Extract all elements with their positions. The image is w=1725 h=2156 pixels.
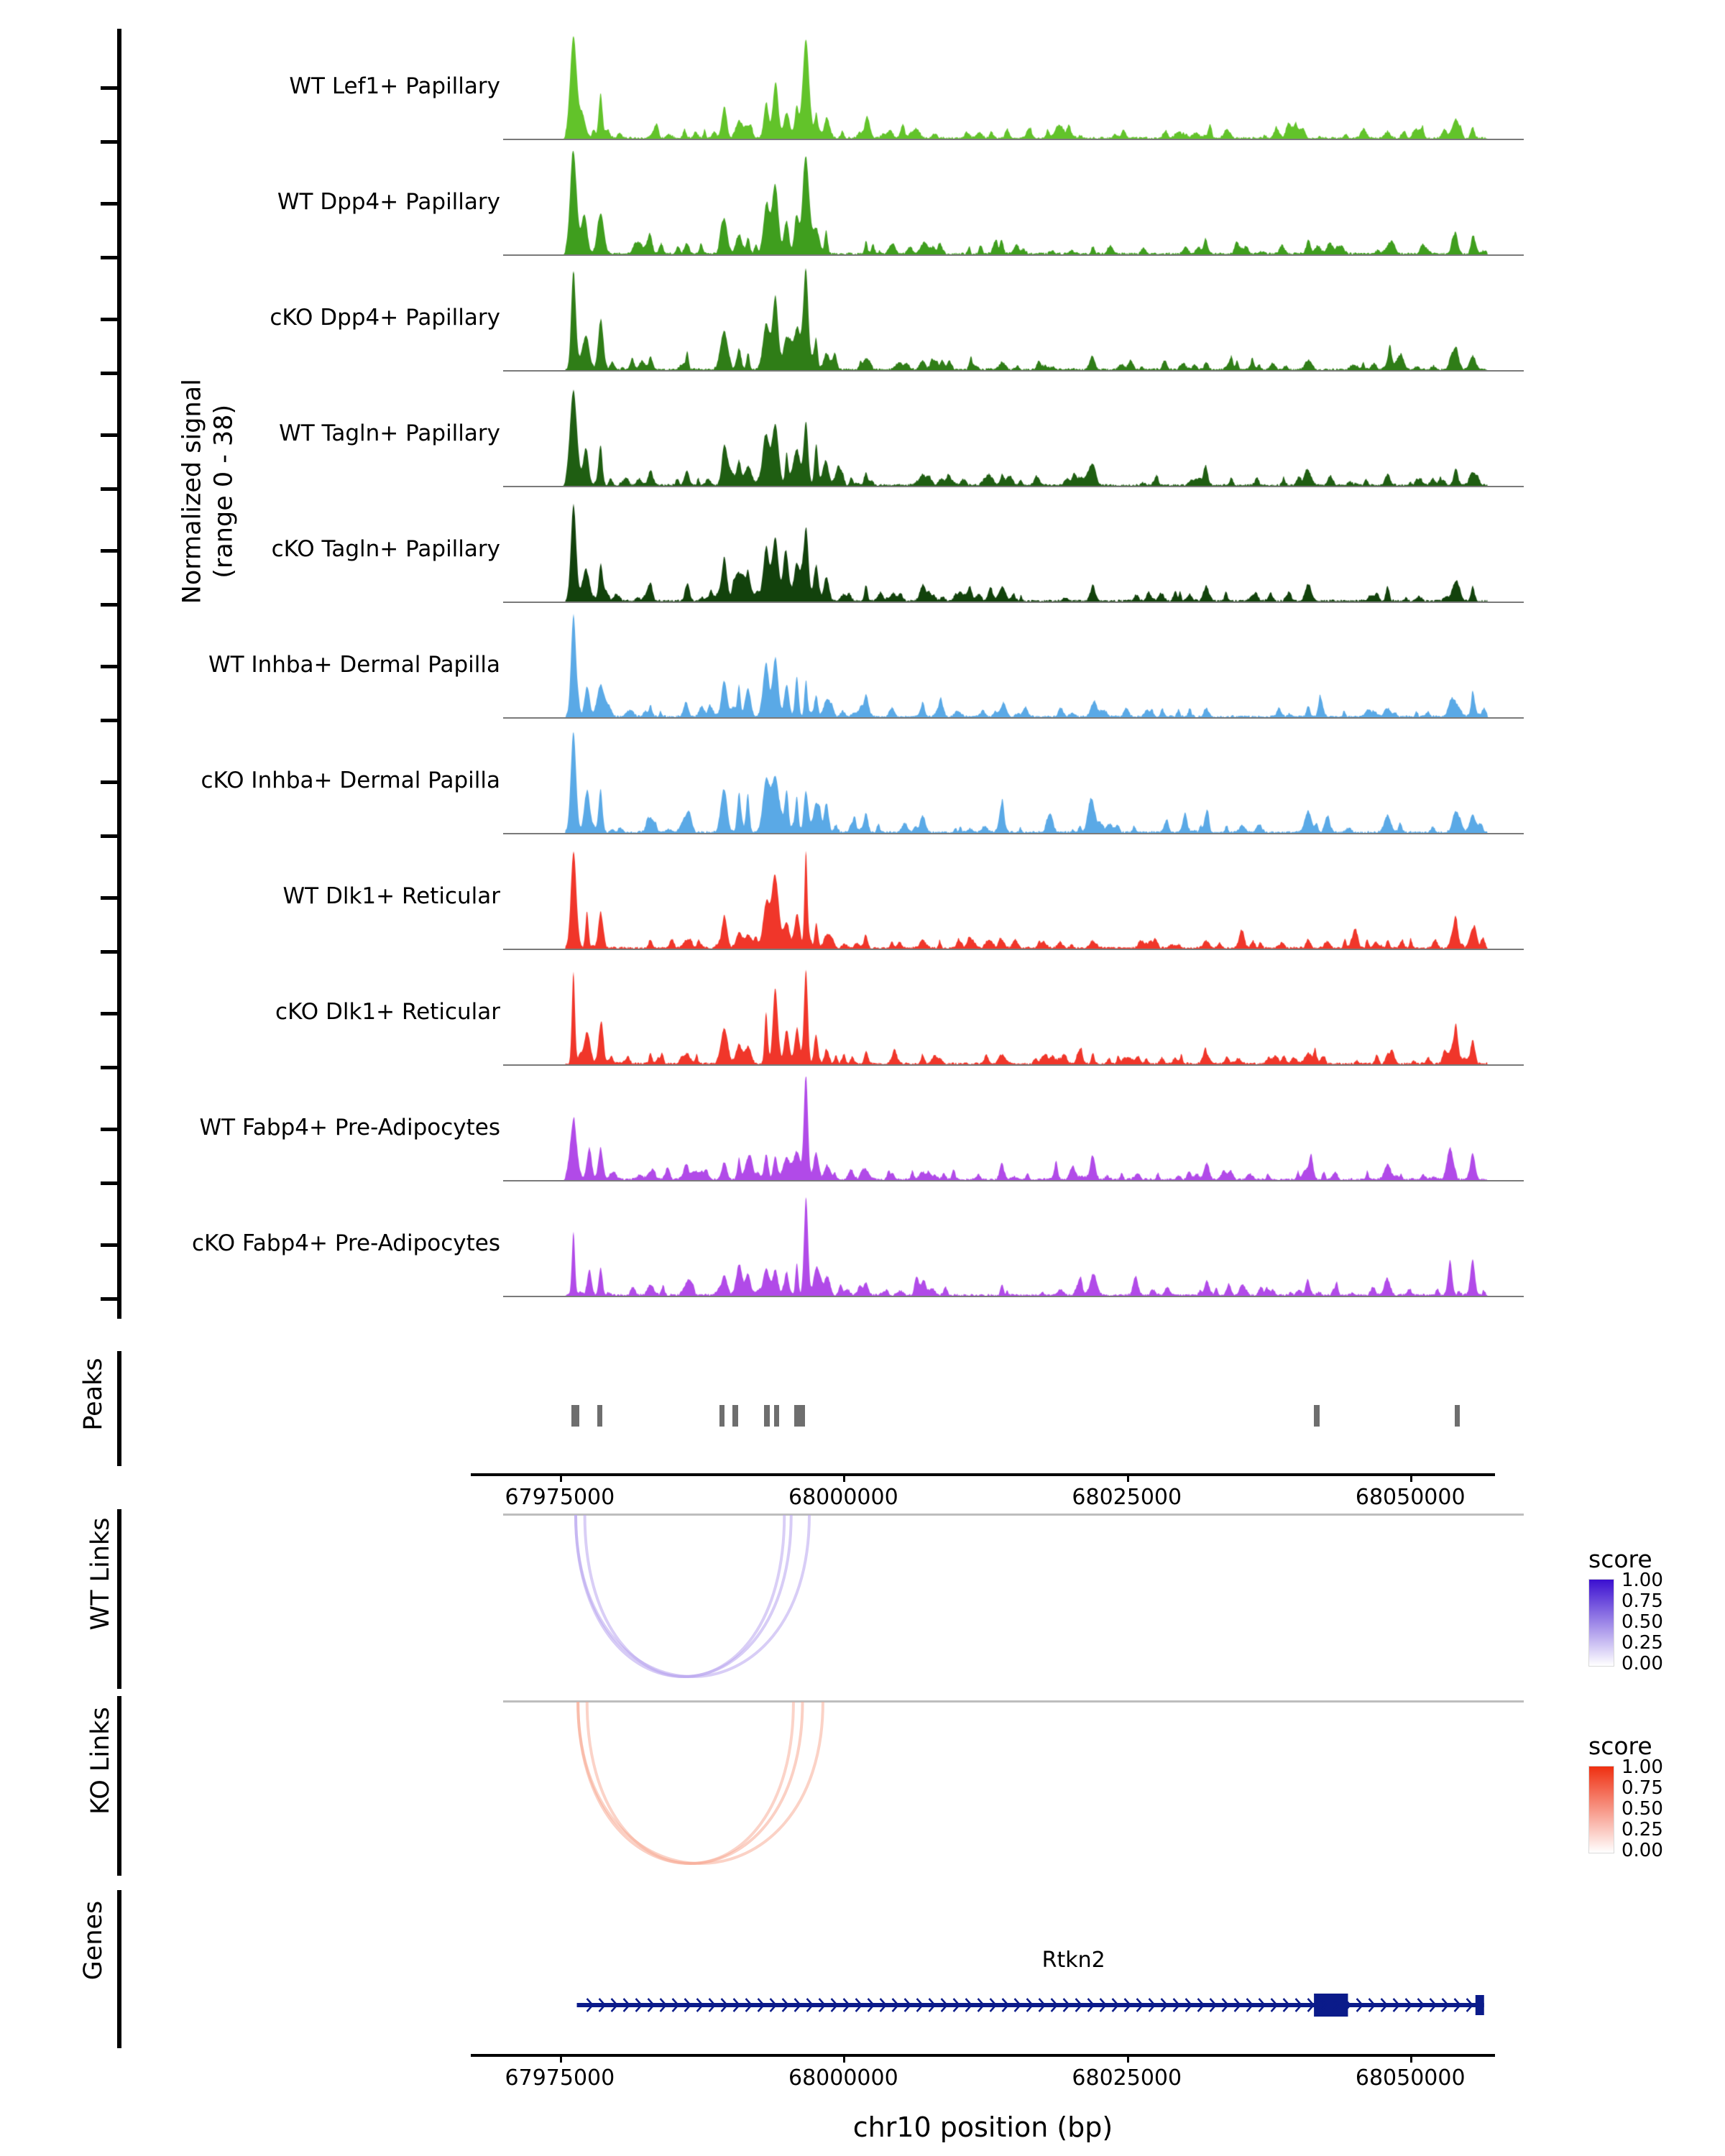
link-arc xyxy=(578,1702,823,1864)
peak-marker xyxy=(764,1405,770,1427)
track-signal xyxy=(503,1189,1524,1297)
x-axis-tick xyxy=(1127,1473,1129,1482)
gene-area xyxy=(503,1890,1524,2048)
legend-tick: 1.00 xyxy=(1622,1570,1663,1592)
x-axis-tick xyxy=(1127,2054,1129,2063)
y-axis-tick xyxy=(101,256,118,259)
track-signal xyxy=(503,264,1524,372)
y-axis-tick xyxy=(101,487,118,491)
y-axis-tick xyxy=(101,1181,118,1185)
y-axis-label xyxy=(177,305,240,678)
peak-marker xyxy=(732,1405,739,1427)
x-axis-title: chr10 position (bp) xyxy=(852,2111,1113,2143)
ko-links-axis-rule xyxy=(117,1696,121,1876)
track-signal xyxy=(503,32,1524,140)
track-baseline xyxy=(503,254,1524,256)
gene-exon xyxy=(1476,1995,1484,2015)
y-axis-tick xyxy=(101,1128,118,1131)
genes-row-label: Genes xyxy=(79,1900,108,1981)
coverage-track xyxy=(275,958,1524,1066)
track-signal xyxy=(503,842,1524,950)
wt-links-area xyxy=(503,1509,1524,1692)
legend-ticks xyxy=(1622,1570,1715,1674)
track-label: WT Lef1+ Papillary xyxy=(289,73,500,99)
track-label: cKO Dlk1+ Reticular xyxy=(275,999,500,1025)
x-axis-tick-label: 68050000 xyxy=(1355,1485,1466,1510)
peak-marker xyxy=(1455,1405,1460,1427)
x-axis-tick xyxy=(1410,2054,1412,2063)
axis-line xyxy=(471,2054,1495,2057)
legend-tick: 0.00 xyxy=(1622,1652,1663,1674)
y-axis-tick xyxy=(101,1297,118,1301)
legend-colorbar xyxy=(1588,1766,1614,1853)
wt-links-panel xyxy=(0,1502,1725,1703)
coverage-track xyxy=(282,842,1524,950)
wt-links-row-label: WT Links xyxy=(86,1517,115,1631)
y-axis-tick xyxy=(101,665,118,668)
track-label: WT Fabp4+ Pre-Adipocytes xyxy=(199,1115,500,1141)
signal-axis-rule xyxy=(117,29,121,1319)
y-axis-tick xyxy=(101,950,118,954)
x-axis-tick-label: 68000000 xyxy=(788,2065,898,2091)
gene-model xyxy=(503,1890,1524,2048)
coverage-track xyxy=(199,1074,1524,1181)
peak-marker xyxy=(571,1405,579,1427)
coverage-track xyxy=(208,611,1524,719)
track-baseline xyxy=(503,833,1524,834)
y-axis-label-line2: (range 0 - 38) xyxy=(209,404,238,579)
coverage-track xyxy=(279,379,1524,487)
track-label: WT Dpp4+ Papillary xyxy=(277,189,500,215)
track-baseline xyxy=(503,1180,1524,1181)
track-label: WT Inhba+ Dermal Papilla xyxy=(208,652,500,678)
y-axis-tick xyxy=(101,372,118,375)
track-signal xyxy=(503,148,1524,256)
peak-marker xyxy=(794,1405,804,1427)
coverage-track xyxy=(277,148,1524,256)
track-baseline xyxy=(503,717,1524,719)
x-axis-tick-label: 67975000 xyxy=(505,1485,615,1510)
coverage-track xyxy=(271,495,1524,603)
coverage-track xyxy=(201,727,1524,834)
track-baseline xyxy=(503,602,1524,603)
wt-links-axis-rule xyxy=(117,1509,121,1689)
y-axis-tick xyxy=(101,549,118,553)
y-axis-tick xyxy=(101,719,118,722)
track-label: cKO Dpp4+ Papillary xyxy=(270,305,500,331)
track-label: cKO Inhba+ Dermal Papilla xyxy=(201,768,500,793)
ko-links-row-label: KO Links xyxy=(86,1707,115,1815)
track-label: WT Dlk1+ Reticular xyxy=(282,883,500,909)
legend-tick: 0.00 xyxy=(1622,1839,1663,1861)
genes-axis-rule xyxy=(117,1890,121,2048)
peak-marker xyxy=(719,1405,724,1427)
legend-tick: 0.75 xyxy=(1622,1590,1663,1613)
legend-colorbar xyxy=(1588,1579,1614,1667)
track-signal xyxy=(503,611,1524,719)
ko-links-legend xyxy=(1588,1732,1725,1861)
y-axis-tick xyxy=(101,318,118,321)
y-axis-tick xyxy=(101,834,118,838)
track-label: cKO Tagln+ Papillary xyxy=(271,536,500,562)
wt-links-legend xyxy=(1588,1545,1725,1674)
y-axis-tick xyxy=(101,603,118,607)
x-axis-tick-label: 68050000 xyxy=(1355,2065,1466,2091)
coverage-track xyxy=(192,1189,1524,1297)
ko-links-area xyxy=(503,1696,1524,1879)
gene-label: Rtkn2 xyxy=(1041,1948,1105,1973)
gene-exon xyxy=(1314,1994,1348,2017)
link-arc xyxy=(585,1515,785,1677)
links-svg xyxy=(503,1696,1524,1876)
peaks-row-label: Peaks xyxy=(79,1358,108,1431)
coverage-track xyxy=(289,32,1524,140)
legend-tick: 0.25 xyxy=(1622,1631,1663,1654)
track-baseline xyxy=(503,486,1524,487)
track-signal xyxy=(503,958,1524,1066)
genome-axis-bottom xyxy=(471,2054,1495,2104)
y-axis-tick xyxy=(101,140,118,144)
legend-tick: 1.00 xyxy=(1622,1756,1663,1779)
peaks-axis-rule xyxy=(117,1351,121,1466)
x-axis-tick-label: 68000000 xyxy=(788,1485,898,1510)
x-axis-tick xyxy=(560,2054,562,2063)
y-axis-tick xyxy=(101,896,118,900)
peak-marker xyxy=(1314,1405,1320,1427)
track-baseline xyxy=(503,1296,1524,1297)
track-baseline xyxy=(503,370,1524,372)
track-signal xyxy=(503,1074,1524,1181)
legend-tick: 0.75 xyxy=(1622,1777,1663,1800)
x-axis-tick-label: 68025000 xyxy=(1072,1485,1182,1510)
legend-tick: 0.50 xyxy=(1622,1798,1663,1820)
x-axis-tick-label: 67975000 xyxy=(505,2065,615,2091)
links-svg xyxy=(503,1509,1524,1689)
track-label: WT Tagln+ Papillary xyxy=(279,420,500,446)
legend-tick: 0.25 xyxy=(1622,1818,1663,1841)
track-signal xyxy=(503,727,1524,834)
peak-marker xyxy=(774,1405,779,1427)
coverage-track xyxy=(270,264,1524,372)
legend-title: score xyxy=(1588,1732,1652,1760)
genes-panel xyxy=(0,1883,1725,2156)
legend-ticks xyxy=(1622,1756,1715,1861)
peaks-lane xyxy=(503,1405,1524,1427)
y-axis-tick xyxy=(101,1066,118,1069)
legend-tick: 0.50 xyxy=(1622,1611,1663,1633)
link-arc xyxy=(587,1702,794,1864)
y-axis-tick xyxy=(101,780,118,784)
track-baseline xyxy=(503,949,1524,950)
y-axis-label-line1: Normalized signal xyxy=(178,379,207,604)
track-signal xyxy=(503,379,1524,487)
legend-title: score xyxy=(1588,1545,1652,1573)
axis-line xyxy=(471,1473,1495,1476)
peak-marker xyxy=(597,1405,602,1427)
track-label: cKO Fabp4+ Pre-Adipocytes xyxy=(192,1230,500,1256)
track-signal xyxy=(503,495,1524,603)
y-axis-tick xyxy=(101,202,118,206)
y-axis-tick xyxy=(101,86,118,90)
track-baseline xyxy=(503,139,1524,140)
x-axis-tick xyxy=(843,2054,845,2063)
x-axis-tick xyxy=(843,1473,845,1482)
x-axis-tick xyxy=(560,1473,562,1482)
y-axis-tick xyxy=(101,1243,118,1247)
ko-links-panel xyxy=(0,1689,1725,1890)
track-baseline xyxy=(503,1064,1524,1066)
y-axis-tick xyxy=(101,1012,118,1015)
y-axis-tick xyxy=(101,433,118,437)
peaks-panel xyxy=(0,1344,1725,1509)
x-axis-tick-label: 68025000 xyxy=(1072,2065,1182,2091)
x-axis-tick xyxy=(1410,1473,1412,1482)
